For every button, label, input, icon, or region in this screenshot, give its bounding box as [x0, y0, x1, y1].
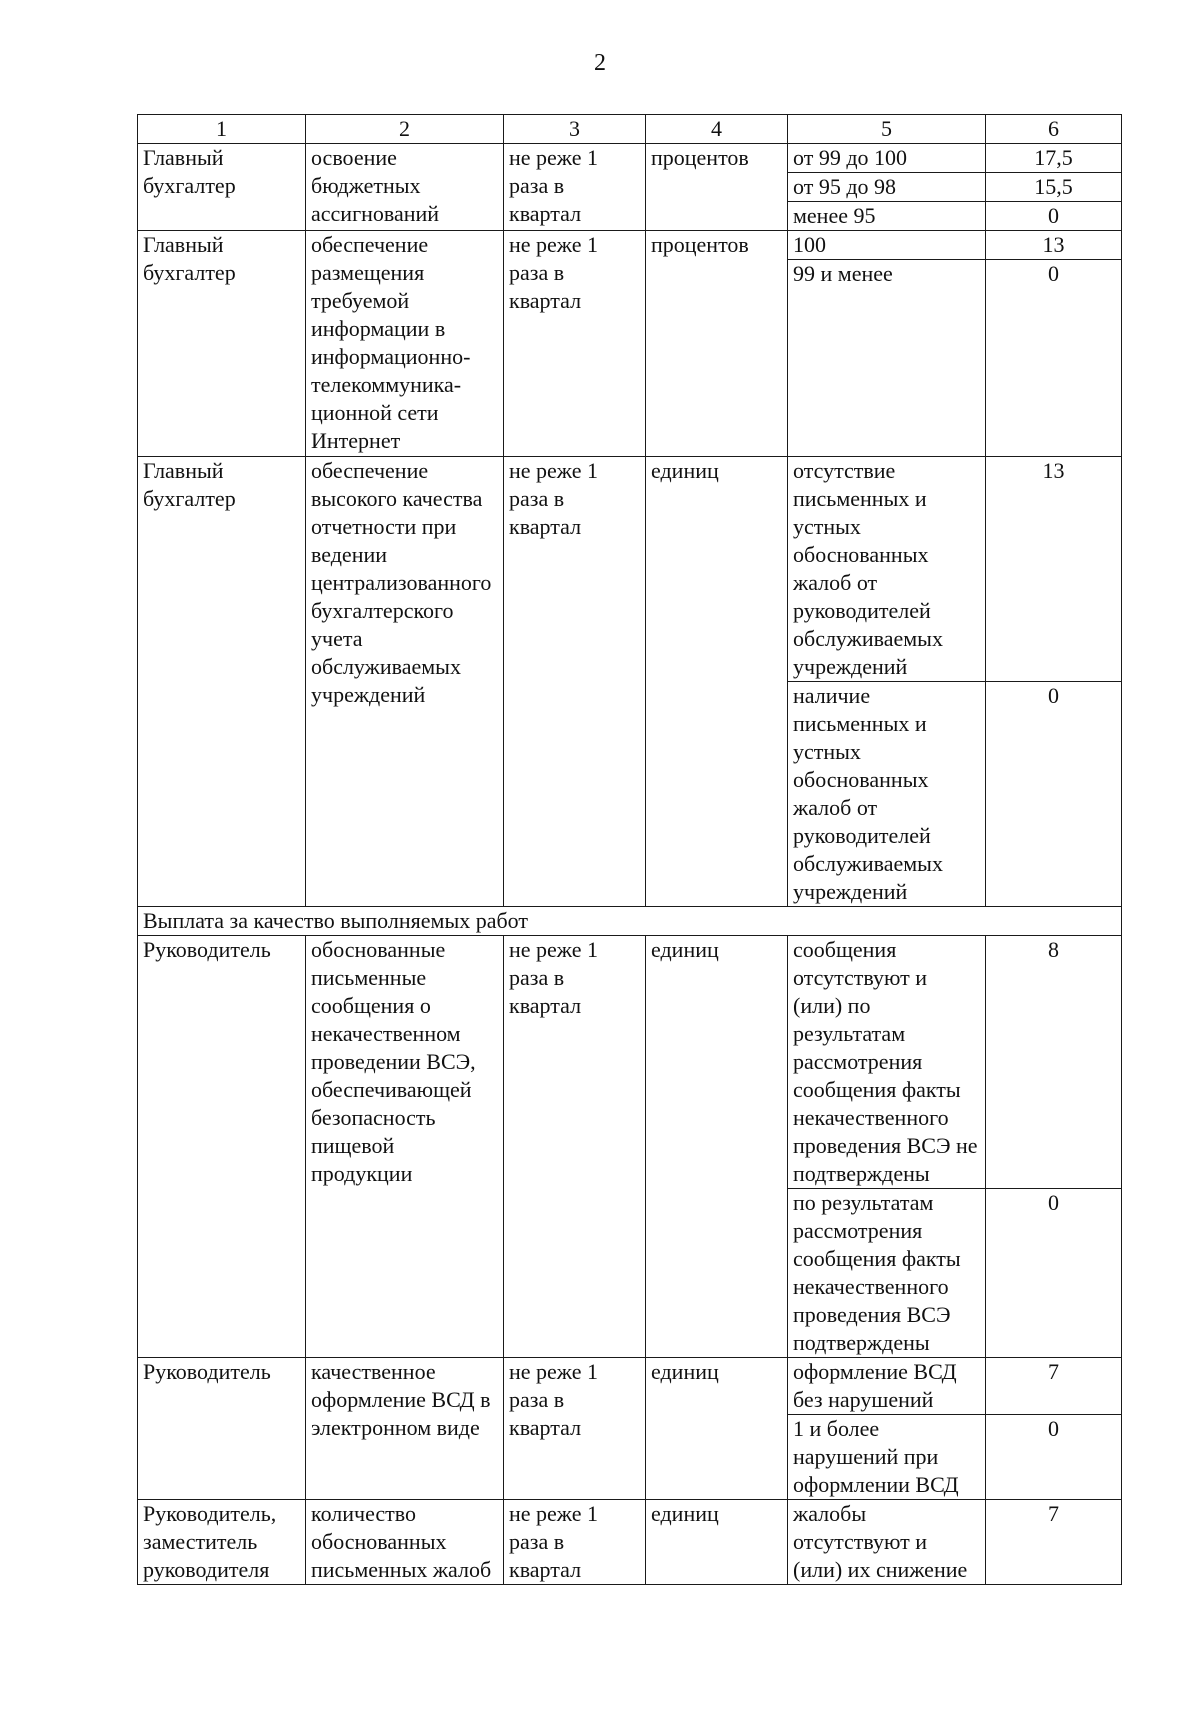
criterion-cell: сообщения отсутствуют и (или) по результатам рассмотрения сообщения факты некачественного проведения ВСЭ не подтверждены [788, 936, 986, 1189]
criterion-cell: 99 и менее [788, 260, 986, 457]
unit-cell: единиц [646, 1500, 788, 1585]
points-cell: 7 [986, 1358, 1122, 1415]
criterion-cell: наличие письменных и устных обоснованных жалоб от руководителей обслуживаемых учреждений [788, 682, 986, 907]
points-cell: 8 [986, 936, 1122, 1189]
indicator-cell: количество обоснованных письменных жалоб [306, 1500, 504, 1585]
indicator-cell: освоение бюджетных ассигнований [306, 144, 504, 231]
frequency-cell: не реже 1 раза в квартал [504, 936, 646, 1358]
section-title: Выплата за качество выполняемых работ [138, 907, 1122, 936]
table-row [138, 936, 1122, 1189]
column-header: 5 [788, 115, 986, 144]
position-cell: Главный бухгалтер [138, 457, 306, 907]
table-row [138, 1358, 1122, 1415]
indicator-cell: обеспечение высокого качества отчетности при ведении централизованного бухгалтерского учета обслуживаемых учреждений [306, 457, 504, 907]
column-header: 4 [646, 115, 788, 144]
criterion-cell: от 99 до 100 [788, 144, 986, 173]
page-number: 2 [594, 50, 606, 76]
points-cell: 7 [986, 1500, 1122, 1585]
points-cell: 17,5 [986, 144, 1122, 173]
criterion-cell: по результатам рассмотрения сообщения факты некачественного проведения ВСЭ подтверждены [788, 1189, 986, 1358]
criterion-cell: от 95 до 98 [788, 173, 986, 202]
indicator-cell: качественное оформление ВСД в электронном виде [306, 1358, 504, 1500]
position-cell: Руководитель [138, 936, 306, 1358]
frequency-cell: не реже 1 раза в квартал [504, 1500, 646, 1585]
table-row [138, 144, 1122, 173]
criterion-cell: менее 95 [788, 202, 986, 231]
points-cell: 0 [986, 682, 1122, 907]
indicator-cell: обеспечение размещения требуемой информации в информационно-телекоммуника-ционной сети Интернет [306, 231, 504, 457]
points-cell: 13 [986, 457, 1122, 682]
column-header: 6 [986, 115, 1122, 144]
table-header-row [138, 115, 1122, 144]
points-cell: 0 [986, 1415, 1122, 1500]
frequency-cell: не реже 1 раза в квартал [504, 457, 646, 907]
criterion-cell: отсутствие письменных и устных обоснованных жалоб от руководителей обслуживаемых учреждений [788, 457, 986, 682]
points-cell: 13 [986, 231, 1122, 260]
points-cell: 0 [986, 260, 1122, 457]
table-row [138, 457, 1122, 682]
points-cell: 15,5 [986, 173, 1122, 202]
frequency-cell: не реже 1 раза в квартал [504, 144, 646, 231]
unit-cell: процентов [646, 144, 788, 231]
unit-cell: процентов [646, 231, 788, 457]
criteria-table [137, 114, 1122, 1585]
frequency-cell: не реже 1 раза в квартал [504, 1358, 646, 1500]
position-cell: Главный бухгалтер [138, 144, 306, 231]
criterion-cell: 1 и более нарушений при оформлении ВСД [788, 1415, 986, 1500]
table-row [138, 231, 1122, 260]
position-cell: Руководитель [138, 1358, 306, 1500]
unit-cell: единиц [646, 936, 788, 1358]
indicator-cell: обоснованные письменные сообщения о некачественном проведении ВСЭ, обеспечивающей безопасность пищевой продукции [306, 936, 504, 1358]
column-header: 2 [306, 115, 504, 144]
points-cell: 0 [986, 202, 1122, 231]
table-row [138, 1500, 1122, 1585]
points-cell: 0 [986, 1189, 1122, 1358]
unit-cell: единиц [646, 1358, 788, 1500]
criterion-cell: жалобы отсутствуют и (или) их снижение [788, 1500, 986, 1585]
column-header: 3 [504, 115, 646, 144]
position-cell: Главный бухгалтер [138, 231, 306, 457]
criterion-cell: 100 [788, 231, 986, 260]
column-header: 1 [138, 115, 306, 144]
frequency-cell: не реже 1 раза в квартал [504, 231, 646, 457]
unit-cell: единиц [646, 457, 788, 907]
criterion-cell: оформление ВСД без нарушений [788, 1358, 986, 1415]
position-cell: Руководитель, заместитель руководителя [138, 1500, 306, 1585]
section-row [138, 907, 1122, 936]
